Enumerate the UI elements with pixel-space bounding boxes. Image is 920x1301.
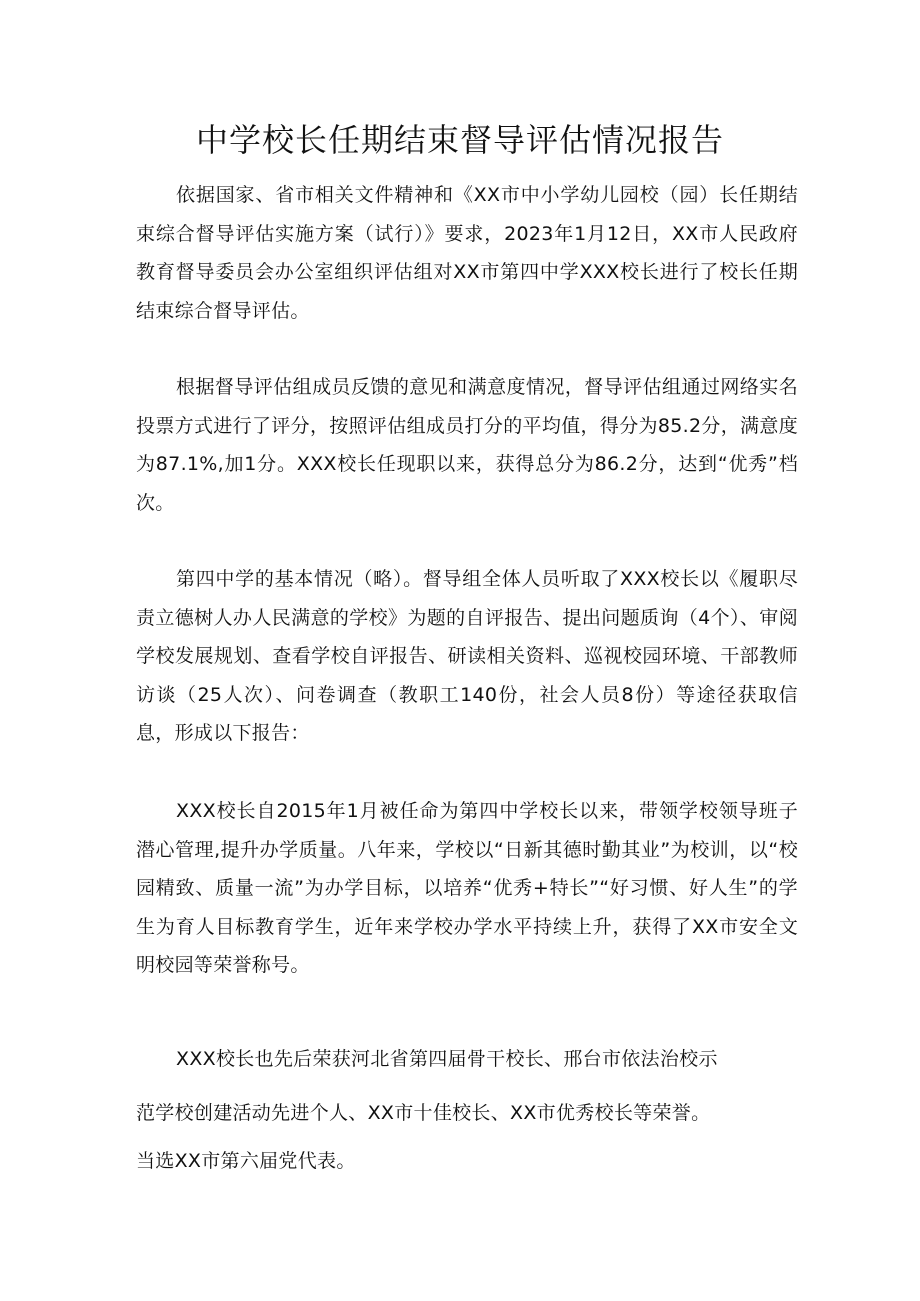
paragraph-scoring: 根据督导评估组成员反馈的意见和满意度情况，督导评估组通过网络实名投票方式进行了评分，按照评估组成员打分的平均值，得分为85.2分，满意度为87.1%,加1分。XXX校长任现职以来，获得总分为86.2分，达到“优秀”档次。 xyxy=(136,376,798,514)
paragraph-honors-line-1: XXX校长也先后荣获河北省第四届骨干校长、邢台市依法治校示 xyxy=(176,1048,718,1070)
paragraph-party-representative: 当选XX市第六届党代表。 xyxy=(136,1150,356,1172)
paragraph-honors-line-2: 范学校创建活动先进个人、XX市十佳校长、XX市优秀校长等荣誉。 xyxy=(136,1102,711,1124)
paragraph-basic-situation: 第四中学的基本情况（略）。督导组全体人员听取了XXX校长以《履职尽责立德树人办人民满意的学校》为题的自评报告、提出问题质询（4个）、审阅学校发展规划、查看学校自评报告、研读相关资料、巡视校园环境、干部教师访谈（25人次）、问卷调查（教职工140份，社会人员8份）等途径获取信息，形成以下报告： xyxy=(136,568,798,744)
paragraph-school-management: XXX校长自2015年1月被任命为第四中学校长以来，带领学校领导班子潜心管理,提升办学质量。八年来，学校以“日新其德时勤其业”为校训，以“校园精致、质量一流”为办学目标，以培养“优秀+特长”“好习惯、好人生”的学生为育人目标教育学生，近年来学校办学水平持续上升，获得了XX市安全文明校园等荣誉称号。 xyxy=(136,800,798,976)
paragraph-evaluation-basis: 依据国家、省市相关文件精神和《XX市中小学幼儿园校（园）长任期结束综合督导评估实施方案（试行）》要求，2023年1月12日，XX市人民政府教育督导委员会办公室组织评估组对XX市第四中学XXX校长进行了校长任期结束综合督导评估。 xyxy=(136,184,798,322)
document-title: 中学校长任期结束督导评估情况报告 xyxy=(195,121,724,159)
